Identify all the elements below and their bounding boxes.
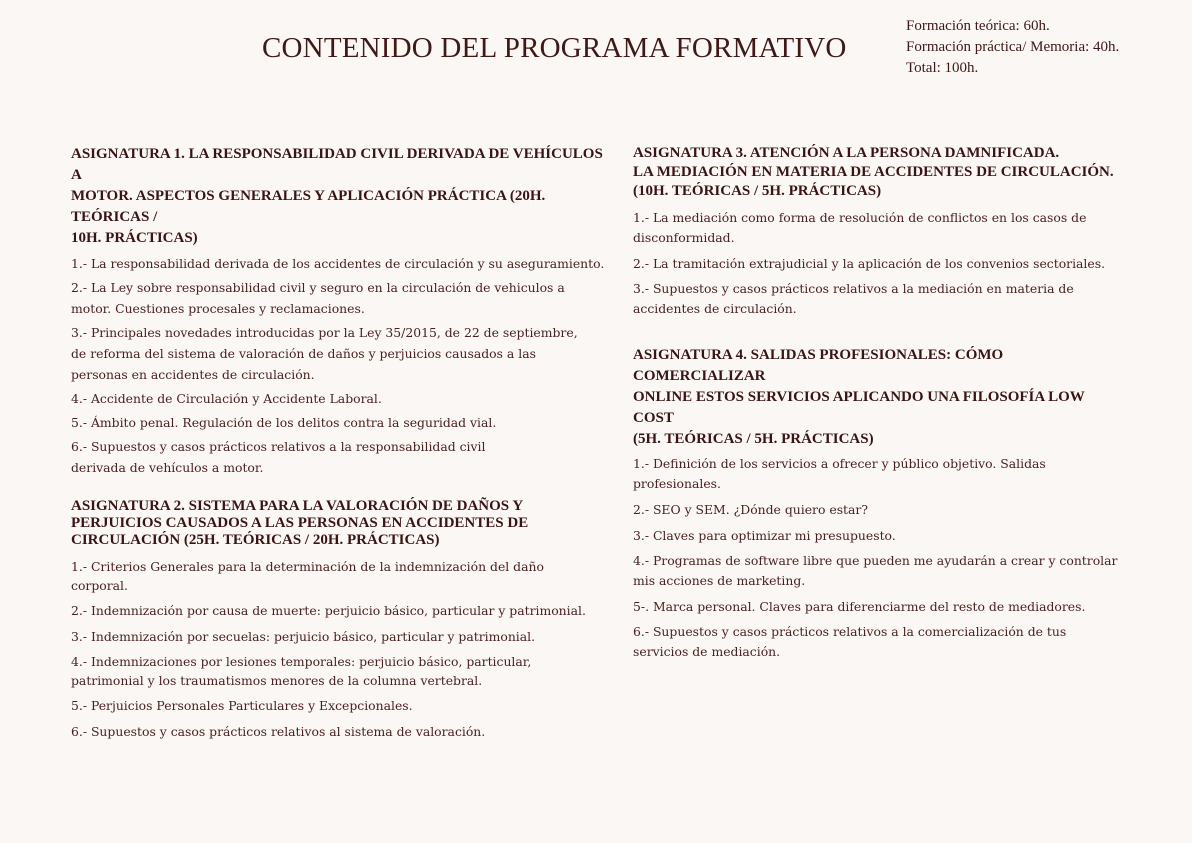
subject-1-title: ASIGNATURA 1. LA RESPONSABILIDAD CIVIL DERIVADA DE VEHÍCULOS A MOTOR. ASPECTOS GENERALES Y APLICACIÓN PRÁCTICA (20H. TEÓRICAS / 10H. PRÁCTICAS) bbox=[71, 146, 603, 246]
list-item: 2.- SEO y SEM. ¿Dónde quiero estar? bbox=[633, 502, 868, 517]
list-item: 1.- La mediación como forma de resolución de conflictos en los casos de disconformidad. bbox=[633, 210, 1087, 245]
hours-practice: Formación práctica/ Memoria: 40h. bbox=[906, 39, 1120, 55]
right-column bbox=[633, 144, 1123, 682]
list-item: 6.- Supuestos y casos prácticos relativos a la comercialización de tus servicios de mediación. bbox=[633, 624, 1067, 659]
list-item: 4.- Programas de software libre que pueden me ayudarán a crear y controlar mis acciones de marketing. bbox=[633, 553, 1118, 588]
list-item: 1.- La responsabilidad derivada de los accidentes de circulación y su aseguramiento. bbox=[71, 256, 605, 271]
list-item: 4.- Indemnizaciones por lesiones temporales: perjuicio básico, particular, patrimonial y los traumatismos menores de la columna vertebral. bbox=[71, 654, 532, 688]
subject-2-title: ASIGNATURA 2. SISTEMA PARA LA VALORACIÓN DE DAÑOS Y PERJUICIOS CAUSADOS A LAS PERSONAS EN ACCIDENTES DE CIRCULACIÓN (25H. TEÓRICAS / 20H. PRÁCTICAS) bbox=[71, 498, 529, 548]
subject-3 bbox=[633, 144, 1123, 319]
list-item: 3.- Supuestos y casos prácticos relativos a la mediación en materia de accidentes de circulación. bbox=[633, 281, 1074, 316]
left-column bbox=[71, 144, 611, 762]
hours-summary bbox=[906, 16, 1119, 79]
list-item: 3.- Principales novedades introducidas por la Ley 35/2015, de 22 de septiembre, de reforma del sistema de valoración de daños y perjuicios causados a las personas en accidentes de circulación. bbox=[71, 325, 578, 382]
subject-1 bbox=[71, 144, 611, 478]
list-item: 3.- Claves para optimizar mi presupuesto. bbox=[633, 528, 896, 543]
subject-4-title: ASIGNATURA 4. SALIDAS PROFESIONALES: CÓMO COMERCIALIZAR ONLINE ESTOS SERVICIOS APLICANDO UNA FILOSOFÍA LOW COST (5H. TEÓRICAS / 5H. PRÁCTICAS) bbox=[633, 347, 1085, 447]
subject-3-title: ASIGNATURA 3. ATENCIÓN A LA PERSONA DAMNIFICADA. LA MEDIACIÓN EN MATERIA DE ACCIDENTES DE CIRCULACIÓN. (10H. TEÓRICAS / 5H. PRÁCTICAS) bbox=[633, 145, 1114, 199]
list-item: 2.- Indemnización por causa de muerte: perjuicio básico, particular y patrimonial. bbox=[71, 603, 586, 618]
subject-1-items bbox=[71, 253, 611, 478]
subject-2-items bbox=[71, 557, 611, 742]
list-item: 3.- Indemnización por secuelas: perjuicio básico, particular y patrimonial. bbox=[71, 629, 536, 644]
subject-3-items bbox=[633, 208, 1123, 319]
list-item: 5.- Ámbito penal. Regulación de los delitos contra la seguridad vial. bbox=[71, 415, 497, 430]
list-item: 5.- Perjuicios Personales Particulares y Excepcionales. bbox=[71, 698, 413, 713]
subject-4 bbox=[633, 345, 1123, 662]
page-title: CONTENIDO DEL PROGRAMA FORMATIVO bbox=[262, 32, 847, 64]
list-item: 4.- Accidente de Circulación y Accidente Laboral. bbox=[71, 391, 382, 406]
list-item: 6.- Supuestos y casos prácticos relativos al sistema de valoración. bbox=[71, 724, 486, 739]
list-item: 1.- Definición de los servicios a ofrecer y público objetivo. Salidas profesionales. bbox=[633, 456, 1046, 491]
list-item: 1.- Criterios Generales para la determinación de la indemnización del daño corporal. bbox=[71, 559, 544, 593]
list-item: 5-. Marca personal. Claves para diferenciarme del resto de mediadores. bbox=[633, 599, 1086, 614]
list-item: 6.- Supuestos y casos prácticos relativos a la responsabilidad civil derivada de vehículos a motor. bbox=[71, 439, 486, 475]
subject-2 bbox=[71, 498, 611, 742]
hours-theory: Formación teórica: 60h. bbox=[906, 18, 1050, 34]
list-item: 2.- La Ley sobre responsabilidad civil y seguro en la circulación de vehiculos a motor. Cuestiones procesales y reclamaciones. bbox=[71, 280, 565, 316]
subject-4-items bbox=[633, 454, 1123, 662]
hours-total: Total: 100h. bbox=[906, 60, 979, 76]
list-item: 2.- La tramitación extrajudicial y la aplicación de los convenios sectoriales. bbox=[633, 256, 1106, 271]
